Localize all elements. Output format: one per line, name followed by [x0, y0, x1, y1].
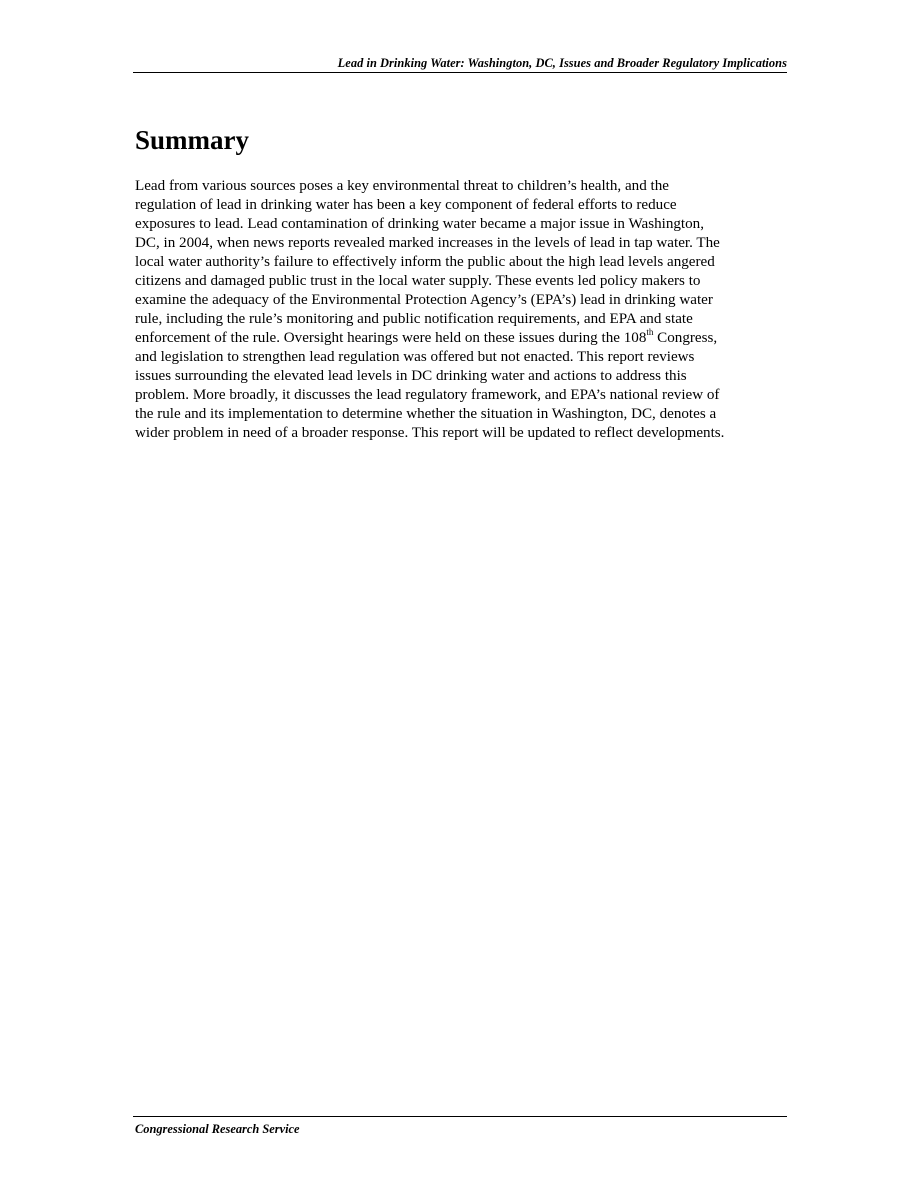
footer-divider: [133, 1116, 787, 1117]
header-divider: [133, 72, 787, 73]
summary-line: examine the adequacy of the Environmental Protection Agency’s (EPA’s) lead in drinking water: [135, 292, 713, 308]
summary-line: Lead from various sources poses a key environmental threat to children’s health, and the: [135, 178, 669, 194]
running-header-title: Lead in Drinking Water: Washington, DC, Issues and Broader Regulatory Implications: [337, 56, 787, 70]
section-title: Summary: [135, 125, 249, 155]
summary-paragraph: [135, 177, 795, 443]
summary-line-text: Congress,: [653, 330, 718, 346]
summary-line: regulation of lead in drinking water has been a key component of federal efforts to reduce: [135, 197, 677, 213]
summary-line-text: enforcement of the rule. Oversight hearings were held on these issues during the 108: [135, 330, 647, 346]
summary-line: citizens and damaged public trust in the local water supply. These events led policy makers to: [135, 273, 701, 289]
summary-line: exposures to lead. Lead contamination of drinking water became a major issue in Washington,: [135, 216, 704, 232]
summary-line-congress: [135, 326, 795, 348]
summary-line: local water authority’s failure to effectively inform the public about the high lead levels angered: [135, 254, 715, 270]
summary-line: problem. More broadly, it discusses the lead regulatory framework, and EPA’s national review of: [135, 387, 720, 403]
summary-line: and legislation to strengthen lead regulation was offered but not enacted. This report reviews: [135, 349, 695, 365]
summary-line: rule, including the rule’s monitoring and public notification requirements, and EPA and state: [135, 311, 693, 327]
summary-line: issues surrounding the elevated lead levels in DC drinking water and actions to address this: [135, 368, 687, 384]
summary-line: the rule and its implementation to determine whether the situation in Washington, DC, denotes a: [135, 406, 717, 422]
summary-line: wider problem in need of a broader response. This report will be updated to reflect developments.: [135, 425, 725, 441]
ordinal-superscript: th: [646, 326, 654, 337]
footer-publisher: Congressional Research Service: [135, 1122, 300, 1136]
summary-line: DC, in 2004, when news reports revealed marked increases in the levels of lead in tap water. The: [135, 235, 720, 251]
